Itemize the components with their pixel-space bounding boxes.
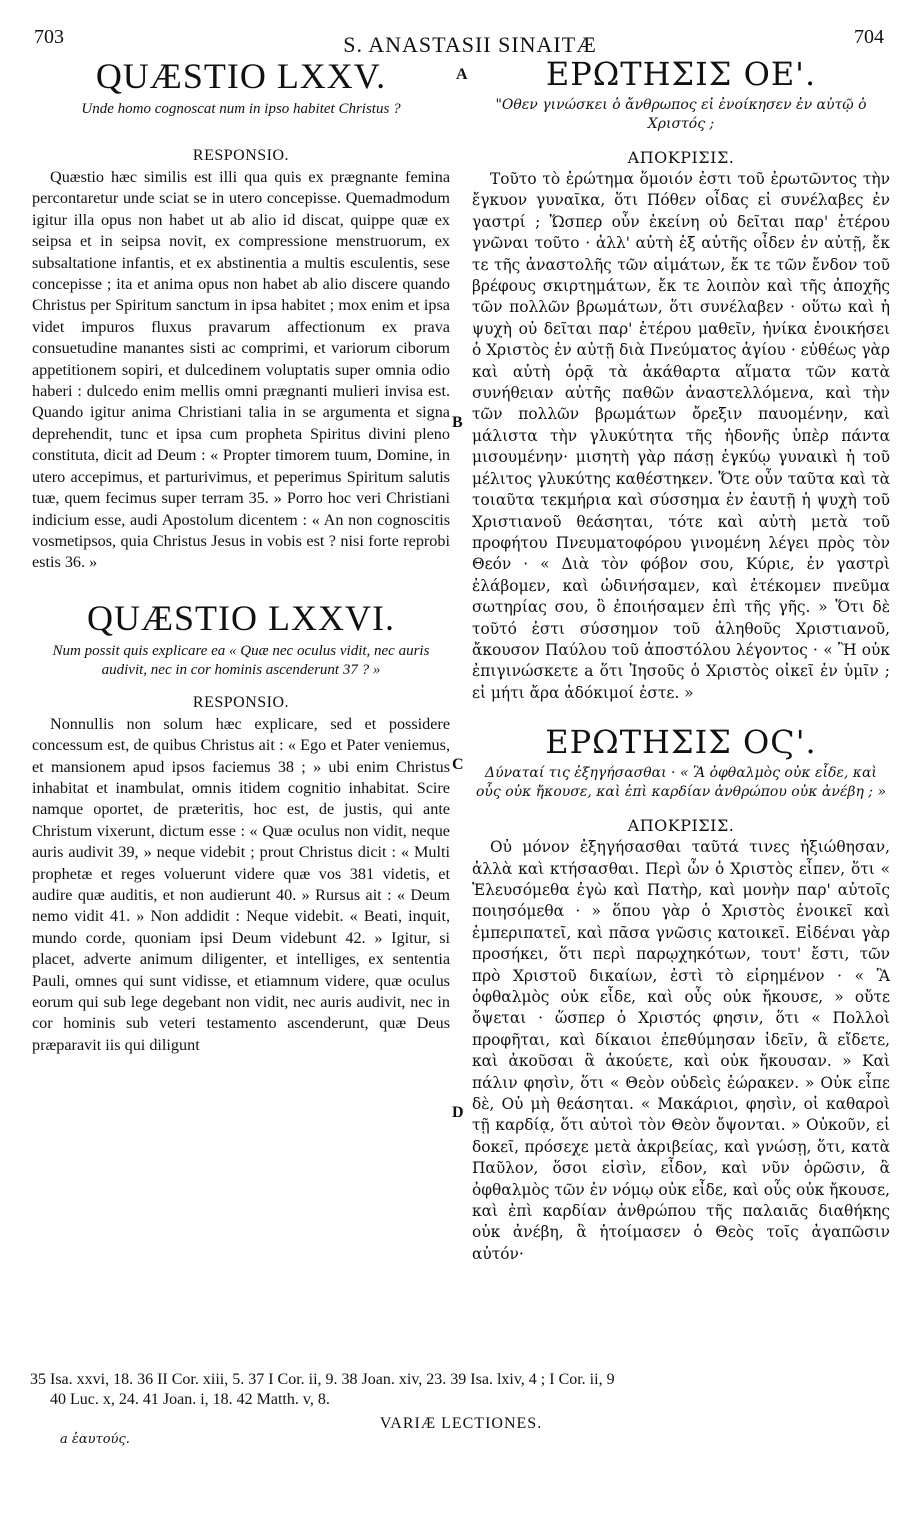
latin-q76-subtitle: Num possit quis explicare ea « Quæ nec oculus vidit, nec auris audivit, nec in cor hominis ascenderunt 37 ? »	[52, 642, 430, 678]
latin-q75-title: QUÆSTIO LXXV.	[95, 56, 387, 96]
latin-q76-text: Nonnullis non solum hæc explicare, sed et possidere concessum est, de quibus Christus ait : « Ego et Pater veniemus, et mansionem apud ipsos faciemus 38 ; » ubi enim Christus inhabitat et inambulat, omnis itidem cognitio inhabitat. Scire namque oportet, de præteritis, hoc est, de justis, qui ante Christum vixerunt, dictum esse : « Quæ oculus non vidit, neque auris audivit 39, » neque videbit ; prout Christus dicit : « Multi prophetæ et reges voluerunt videre quæ vos 381 videtis, et audire quæ auditis, et non audierunt 40. » Rursus ait : « Deum nemo vidit 41. » Non addidit : Neque videbit. « Beati, inquit, mundo corde, quoniam ipsi Deum videbunt 42. » Igitur, si placet, adverte animum diligenter, et intelliges, ex sententia Pauli, omnes qui sunt vidisse, et etiamnum videre, quæ oculus eorum qui sub lege degebant non vidit, nec auris audivit, nec in cor hominis sub veteri testamento ascenderunt, quæ Deus præparavit iis qui diligunt	[32, 714, 450, 1054]
page-number-right: 704	[854, 26, 884, 48]
variae-lectiones-note: a ἑαυτούς.	[60, 1432, 130, 1447]
latin-q75-subtitle: Unde homo cognoscat num in ipso habitet Christus ?	[81, 101, 401, 117]
greek-q75-response-head: ΑΠΟΚΡΙΣΙΣ.	[627, 148, 735, 167]
footnote-line-2: 40 Luc. x, 24. 41 Joan. i, 18. 42 Matth. v, 8.	[50, 1391, 330, 1408]
greek-q75-title: ΕΡΩΤΗΣΙΣ ΟΕ'.	[545, 55, 817, 93]
greek-q75-text: Τοῦτο τὸ ἐρώτημα ὅμοιόν ἐστι τοῦ ἐρωτῶντος τὴν ἔγκυον γυναῖκα, ὅτι Πόθεν οἶδας εἰ συνέλαβες ἐν γαστρί ; Ὥσπερ οὖν ἐκείνη οὐ δεῖται παρ' ἑτέρου γνῶναι τοῦτο · ἀλλ' αὐτὴ ἐξ αὐτῆς οἶδεν ἐν αὐτῇ, ἔκ τε τῆς ἀναστολῆς τῶν αἱμάτων, ἔκ τε τῶν ἔνδον τοῦ βρέφους σκιρτημάτων, ἔκ τε λοιπὸν καὶ τῆς ἀποχῆς τῶν πολλῶν βρωμάτων, ὅτι συνέλαβεν · οὕτω καὶ ἡ ψυχὴ οὐ δεῖται παρ' ἑτέρου μαθεῖν, ἡνίκα ἐνοικήσει ὁ Χριστὸς ἐν αὐτῇ διὰ Πνεύματος ἁγίου · εὐθέως γὰρ καὶ αὐτὴ ὁρᾷ τὰ ἀκάθαρτα αἵματα τῶν κατὰ συνήθειαν αὐτῆς παθῶν ἀναστελλόμενα, καὶ τὴν τῶν πολλῶν βρωμάτων ὄρεξιν παυομένην, καὶ μάλιστα τὴν γλυκύτητα τῆς ἡδονῆς ὑπὲρ πάντα μισουμένην· μισητὴ γὰρ πάσῃ ἐγκύῳ γυναικὶ ἡ τοῦ μέλιτος γλυκύτης καθέστηκεν. Ὅτε οὖν ταῦτα καὶ τὰ τοιαῦτα τεκμήρια καὶ σύσσημα ἐν ἑαυτῇ ἡ ψυχὴ τοῦ Χριστιανοῦ θεάσηται, τότε καὶ αὐτὴ μετὰ τοῦ προφήτου Πνευματοφόρου γινομένη λέγει πρὸς τὸν Θεόν · « Διὰ τὸν φόβον σου, Κύριε, ἐν γαστρὶ ἐλάβομεν, καὶ ὠδινήσαμεν, καὶ ἐτέκομεν πνεῦμα σωτηρίας σου, ὃ ἐποιήσαμεν ἐπὶ τῆς γῆς. » Ὅτι δὲ τοῦτό ἐστι σύσσημον τοῦ ἀληθοῦς Χριστιανοῦ, ἄκουσον Παύλου τοῦ ἀποστόλου λέγοντος · « Ἢ οὐκ ἐπιγινώσκετε a ὅτι Ἰησοῦς ὁ Χριστὸς οἰκεῖ ἐν ὑμῖν ; εἰ μήτι ἄρα ἀδόκιμοί ἐστε. »	[472, 170, 890, 702]
latin-q75-response-head: RESPONSIO.	[192, 147, 290, 164]
latin-q75-text: Quæstio hæc similis est illi qua quis ex prægnante femina percontaretur unde sciat se in utero concepisse. Quemadmodum igitur illa opus non habet ut ab alio id discat, quippe quæ ex seipsa et in seipsa novit, ex compressione menstruorum, ex subsaltatione infantis, et ex abstinentia a multis esculentis, sese concepisse ; ita et anima opus non habet ab alio discere quando Christus per Spiritum sanctum in ipsa habitet ; mox enim et ipsa videt impuros fluxus pravarum affectionum ex prava consuetudine manantes sisti ac comprimi, et variorum ciborum appetitionem sopiri, et dulcedinem voluptatis super omnia odio haberi : dulcedo enim mellis omni prægnanti mulieri invisa est. Quando igitur anima Christiani talia in se argumenta et signa deprehendit, tunc et ipsa cum propheta Spiritus divini pleno constituta, dicit ad Deum : « Propter timorem tuum, Domine, in utero accepimus, et parturivimus, et peperimus Spiritum salutis tuæ, quem fecimus super terram 35. » Porro hoc veri Christiani indicium esse, audi Apostolum dicentem : « An non cognoscitis vosmetipsos, quia Christus Jesus in vobis est ? nisi forte reprobi estis 36. »	[32, 168, 450, 572]
variae-lectiones-heading: VARIÆ LECTIONES.	[379, 1415, 543, 1432]
greek-q76-title: ΕΡΩΤΗΣΙΣ ΟϚ'.	[545, 723, 817, 762]
greek-q76-response-head: ΑΠΟΚΡΙΣΙΣ.	[627, 816, 735, 836]
greek-column	[472, 55, 890, 1265]
footnote-line-1: 35 Isa. xxvi, 18. 36 II Cor. xiii, 5. 37 I Cor. ii, 9. 38 Joan. xiv, 23. 39 Isa. lxiv, 4 ; I Cor. ii, 9	[30, 1371, 615, 1388]
margin-letter-b: B	[452, 414, 463, 431]
margin-letter-a: A	[456, 66, 468, 83]
greek-q75-subtitle: "Οθεν γινώσκει ὁ ἄνθρωπος εἰ ἐνοίκησεν ἐν αὐτῷ ὁ Χριστός ;	[495, 97, 867, 132]
greek-q76-text: Οὐ μόνον ἐξηγήσασθαι ταῦτά τινες ἠξιώθησαν, ἀλλὰ καὶ κτήσασθαι. Περὶ ὧν ὁ Χριστὸς εἶπεν, ὅτι « Ἐλευσόμεθα ἐγὼ καὶ Πατὴρ, καὶ μονὴν παρ' αὐτοῖς ποιησόμεθα · » ὅπου γὰρ ὁ Χριστὸς ἐνοικεῖ καὶ ἐμπεριπατεῖ, καὶ πᾶσα γνῶσις κατοικεῖ. Εἰδέναι γὰρ προσήκει, ὅτι περὶ παρῳχηκότων, τουτ' ἔστι, τῶν πρὸ Χριστοῦ δικαίων, ἐστὶ τὸ εἰρημένον · « Ἃ ὀφθαλμὸς οὐκ εἶδε, καὶ οὖς οὐκ ἤκουσε, » οὔτε ὄψεται · ὥσπερ ὁ Χριστός φησιν, ὅτι « Πολλοὶ προφῆται, καὶ δίκαιοι ἐπεθύμησαν ἰδεῖν, ἃ εἴδετε, καὶ ἀκοῦσαι ἃ ἀκούετε, καὶ οὐκ ἤκουσαν. » Καὶ πάλιν φησὶν, ὅτι « Θεὸν οὐδεὶς ἑώρακεν. » Οὐκ εἶπε δὲ, Οὐ μὴ θεάσηται. « Μακάριοι, φησὶν, οἱ καθαροὶ τῇ καρδίᾳ, ὅτι αὐτοὶ τὸν Θεὸν ὄψονται. » Οὐκοῦν, εἰ δοκεῖ, πρόσεχε μετὰ ἀκριβείας, καὶ γνώσῃ, ὅτι, κατὰ Παῦλον, ὅσοι εἰσὶν, εἶδον, καὶ νῦν ὁρῶσιν, ἃ ὀφθαλμὸς τῶν ἐν νόμῳ οὐκ εἶδε, καὶ οὖς οὐκ ἤκουσε, καὶ ἐπὶ καρδίαν ἀνθρώπου τῆς παλαιᾶς διαθήκης οὐκ ἀνέβη, ἃ ἡτοίμασεν ὁ Θεὸς τοῖς ἀγαπῶσιν αὐτόν·	[472, 838, 890, 1263]
margin-letter-d: D	[452, 1104, 464, 1121]
margin-letter-c: C	[452, 756, 464, 773]
latin-q76-response-head: RESPONSIO.	[192, 693, 290, 711]
latin-column	[32, 58, 450, 1056]
page-number-left: 703	[34, 26, 64, 48]
latin-q76-title: QUÆSTIO LXXVI.	[87, 597, 395, 638]
footnotes	[30, 1370, 890, 1410]
greek-q76-subtitle: Δύναταί τις ἐξηγήσασθαι · « Ἃ ὀφθαλμὸς οὐκ εἶδε, καὶ οὖς οὐκ ἤκουσε, καὶ ἐπὶ καρδίαν ἀνθρώπου οὐκ ἀνέβη ; »	[475, 765, 887, 801]
running-head: S. ANASTASII SINAITÆ	[343, 32, 597, 57]
